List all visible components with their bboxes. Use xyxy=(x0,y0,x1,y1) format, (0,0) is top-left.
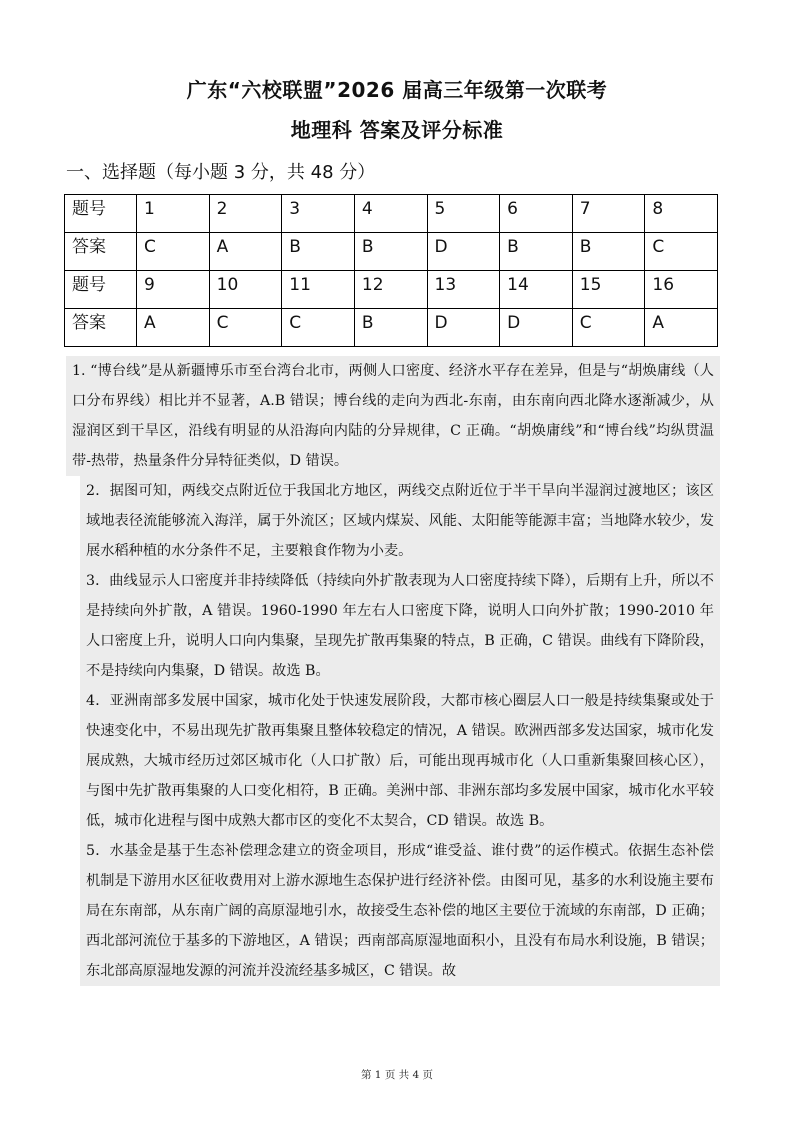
table-cell: 7 xyxy=(572,195,645,233)
table-row-answers-1 xyxy=(65,233,718,271)
table-cell: 8 xyxy=(645,195,718,233)
table-cell: 11 xyxy=(282,271,355,309)
table-row-question-numbers-2 xyxy=(65,271,718,309)
table-row-answers-2 xyxy=(65,309,718,347)
table-cell: D xyxy=(500,309,573,347)
table-cell: A xyxy=(645,309,718,347)
table-cell: B xyxy=(500,233,573,271)
table-cell: 9 xyxy=(137,271,210,309)
table-cell: 14 xyxy=(500,271,573,309)
table-cell: 4 xyxy=(354,195,427,233)
row-label: 答案 xyxy=(65,233,137,271)
table-cell: 1 xyxy=(137,195,210,233)
table-cell: 10 xyxy=(209,271,282,309)
table-cell: 3 xyxy=(282,195,355,233)
document-subtitle: 地理科 答案及评分标准 xyxy=(290,118,504,142)
explanation-q1: 1. “博台线”是从新疆博乐市至台湾台北市，两侧人口密度、经济水平存在差异，但是与“胡焕庸线（人口分布界线）相比并不显著，A.B 错误；博台线的走向为西北-东南，由东南向西北降水逐渐减少，从湿润区到干旱区，沿线有明显的从沿海向内陆的分异规律，C 正确。“胡焕庸线”和“博台线”均纵贯温带-热带，热量条件分异特征类似，D 错误。 xyxy=(66,356,720,476)
explanation-q5: 5．水基金是基于生态补偿理念建立的资金项目，形成“谁受益、谁付费”的运作模式。依据生态补偿机制是下游用水区征收费用对上游水源地生态保护进行经济补偿。由图可见，基多的水利设施主要布局在东南部，从东南广阔的高原湿地引水，故接受生态补偿的地区主要位于流域的东南部，D 正确；西北部河流位于基多的下游地区，A 错误；西南部高原湿地面积小，且没有布局水利设施，B 错误；东北部高原湿地发源的河流并没流经基多城区，C 错误。故 xyxy=(80,836,720,986)
table-cell: B xyxy=(282,233,355,271)
explanation-q4: 4．亚洲南部多发展中国家，城市化处于快速发展阶段，大都市核心圈层人口一般是持续集聚或处于快速变化中，不易出现先扩散再集聚且整体较稳定的情况，A 错误。欧洲西部多发达国家，城市化发展成熟，大城市经历过郊区城市化（人口扩散）后，可能出现再城市化（人口重新集聚回核心区），与图中先扩散再集聚的人口变化相符，B 正确。美洲中部、非洲东部均多发展中国家，城市化水平较低，城市化进程与图中成熟大都市区的变化不太契合，CD 错误。故选 B。 xyxy=(80,686,720,836)
explanation-q2: 2．据图可知，两线交点附近位于我国北方地区，两线交点附近位于半干旱向半湿润过渡地区；该区域地表径流能够流入海洋，属于外流区；区域内煤炭、风能、太阳能等能源丰富；当地降水较少，发展水稻种植的水分条件不足，主要粮食作物为小麦。 xyxy=(80,476,720,566)
table-cell: 2 xyxy=(209,195,282,233)
row-label: 题号 xyxy=(65,195,137,233)
table-cell: C xyxy=(282,309,355,347)
table-cell: C xyxy=(137,233,210,271)
page-footer: 第 1 页 共 4 页 xyxy=(360,1069,434,1081)
table-cell: C xyxy=(572,309,645,347)
row-label: 题号 xyxy=(65,271,137,309)
table-cell: C xyxy=(209,309,282,347)
table-cell: A xyxy=(137,309,210,347)
table-cell: 15 xyxy=(572,271,645,309)
section-heading-multiple-choice: 一、选择题（每小题 3 分，共 48 分） xyxy=(66,162,376,183)
table-cell: D xyxy=(427,233,500,271)
table-cell: B xyxy=(354,233,427,271)
explanation-q3: 3．曲线显示人口密度并非持续降低（持续向外扩散表现为人口密度持续下降），后期有上升，所以不是持续向外扩散，A 错误。1960-1990 年左右人口密度下降，说明人口向外扩散；1990-2010 年人口密度上升，说明人口向内集聚，呈现先扩散再集聚的特点，B 正确，C 错误。曲线有下降阶段，不是持续向内集聚，D 错误。故选 B。 xyxy=(80,566,720,686)
table-cell: C xyxy=(645,233,718,271)
document-title: 广东“六校联盟”2026 届高三年级第一次联考 xyxy=(186,78,608,102)
table-cell: A xyxy=(209,233,282,271)
table-cell: 6 xyxy=(500,195,573,233)
table-cell: 16 xyxy=(645,271,718,309)
answer-table xyxy=(64,194,718,347)
row-label: 答案 xyxy=(65,309,137,347)
table-row-question-numbers-1 xyxy=(65,195,718,233)
answer-explanations xyxy=(66,356,720,986)
table-cell: 12 xyxy=(354,271,427,309)
table-cell: D xyxy=(427,309,500,347)
table-cell: 5 xyxy=(427,195,500,233)
table-cell: B xyxy=(354,309,427,347)
table-cell: 13 xyxy=(427,271,500,309)
table-cell: B xyxy=(572,233,645,271)
